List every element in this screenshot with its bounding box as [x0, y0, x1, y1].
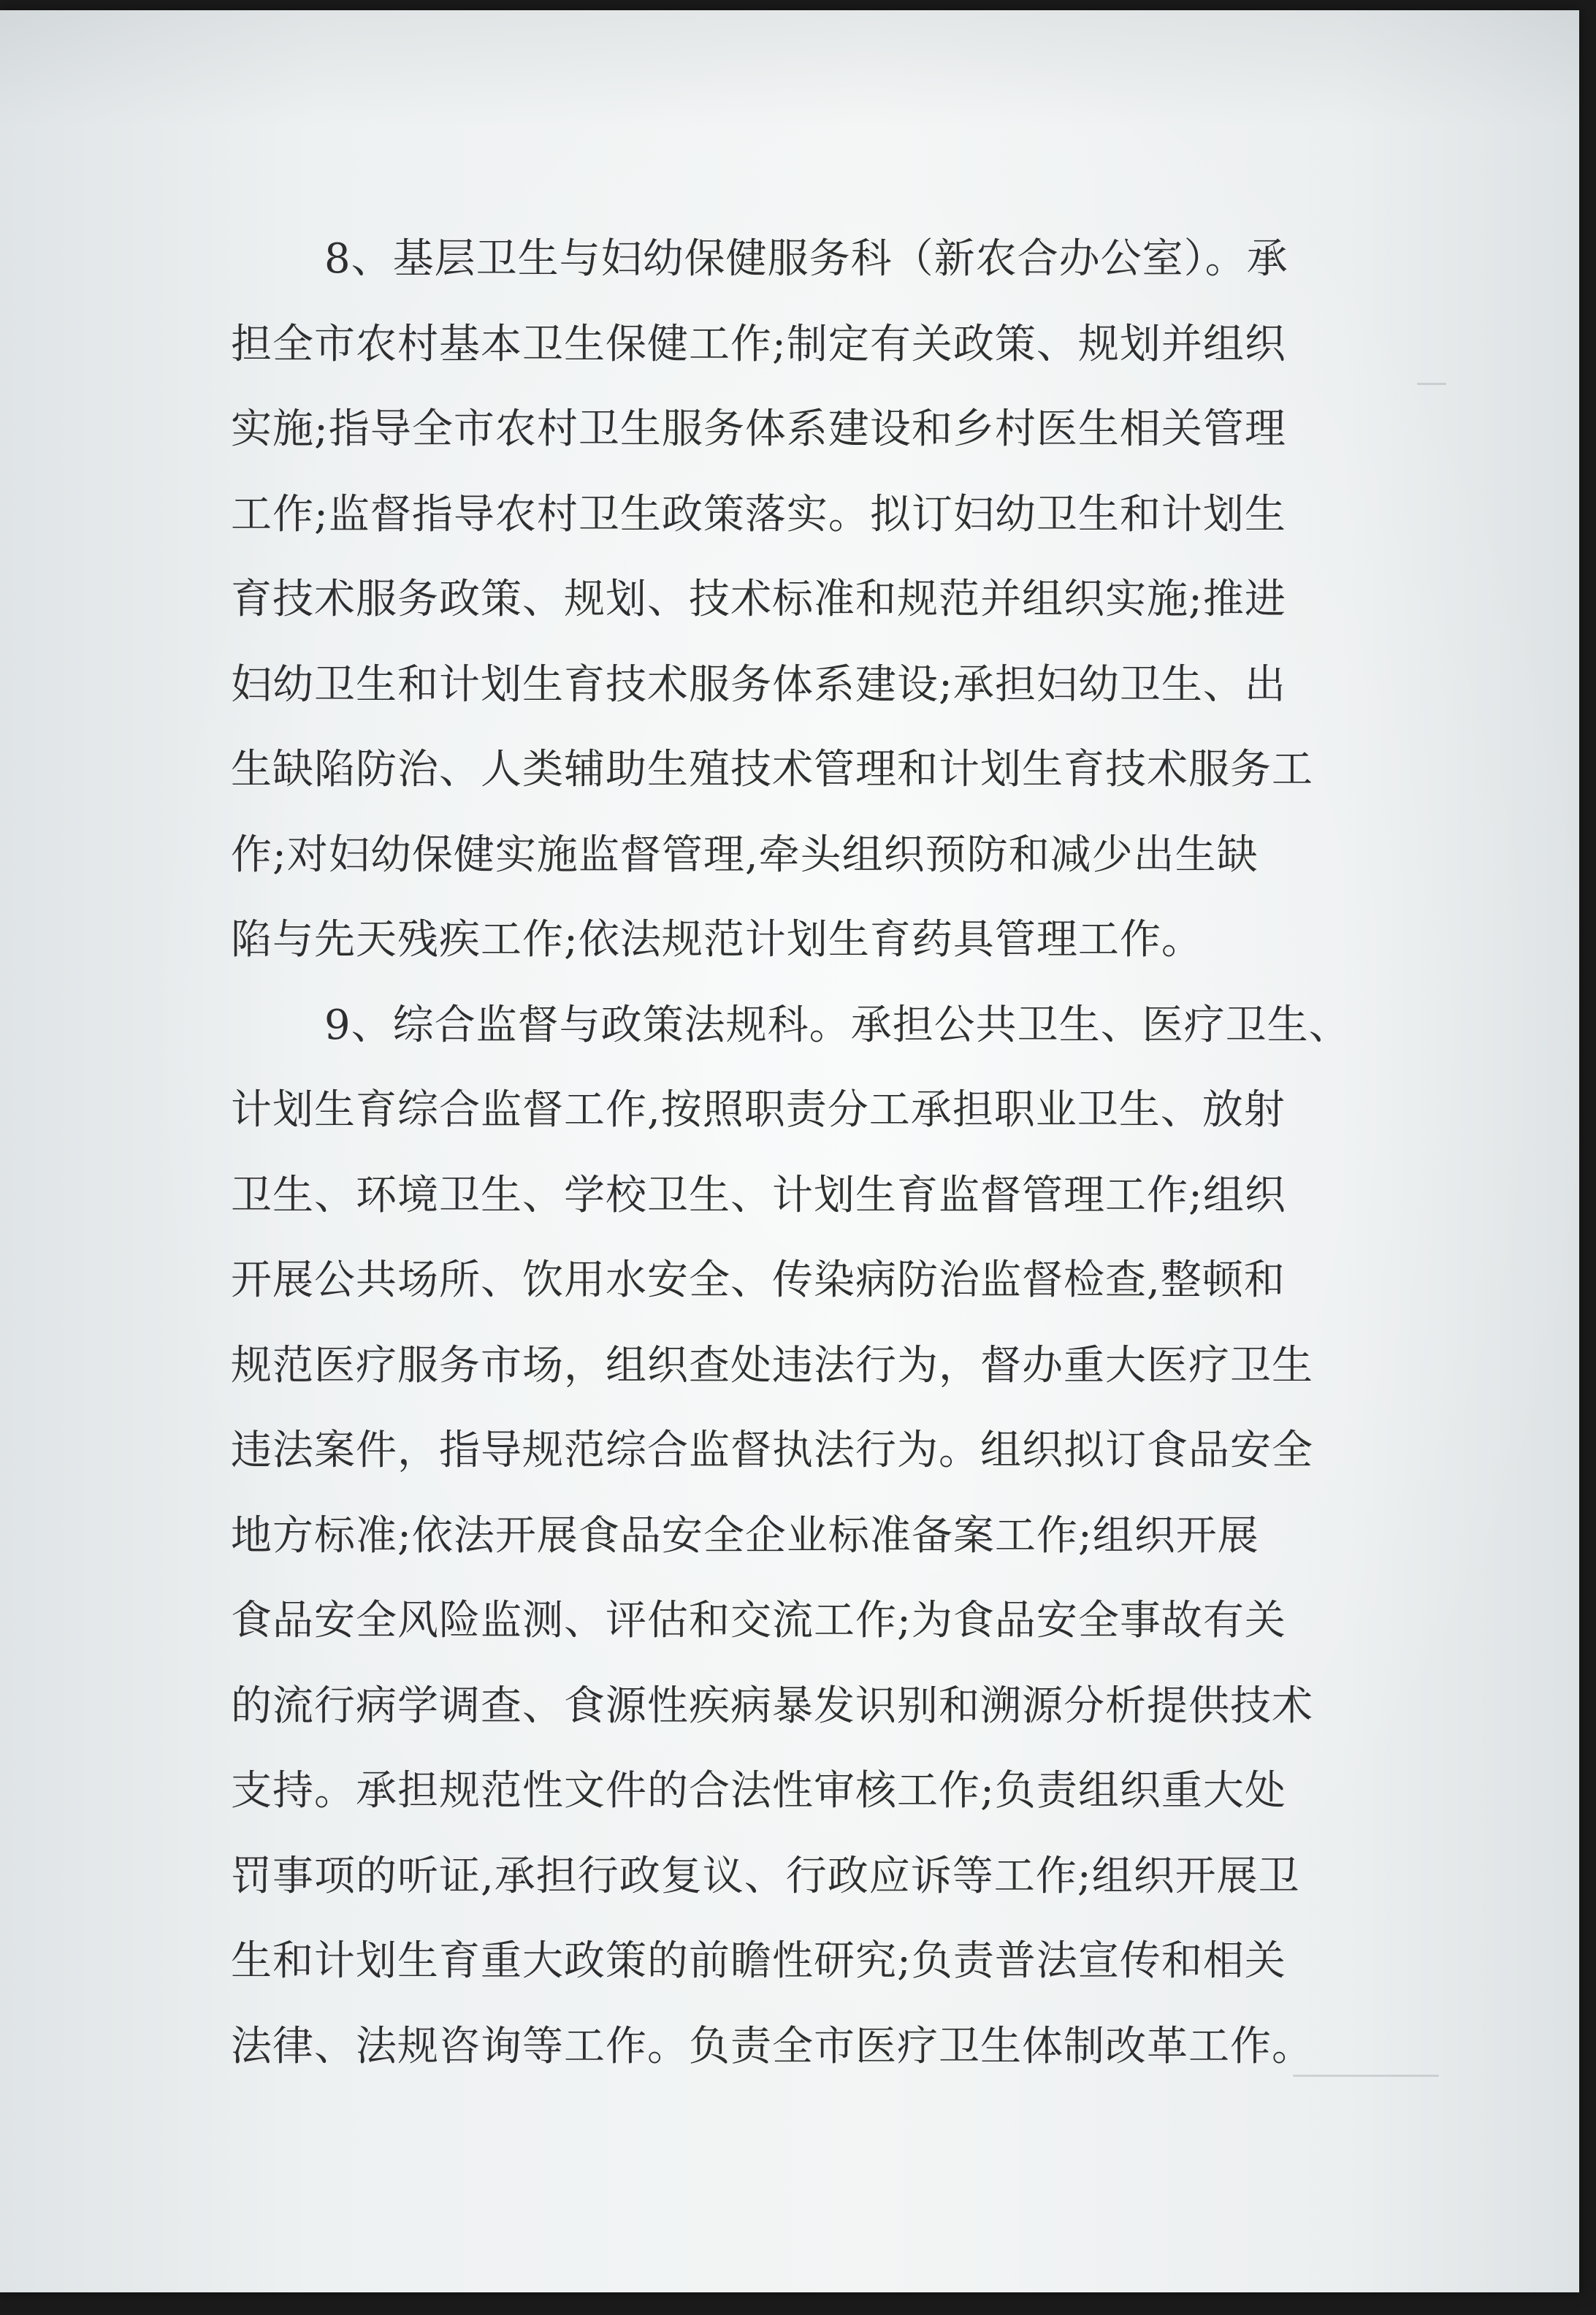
paragraph-9-line: 违法案件，指导规范综合监督执法行为。组织拟订食品安全: [231, 1427, 1313, 1474]
paragraph-8-line: 作;对妇幼保健实施监督管理,牵头组织预防和减少出生缺: [231, 831, 1259, 879]
paragraph-9-line: 罚事项的听证,承担行政复议、行政应诉等工作;组织开展卫: [231, 1852, 1300, 1900]
paragraph-8-line: 担全市农村基本卫生保健工作;制定有关政策、规划并组织: [231, 320, 1286, 368]
paper-page: [0, 10, 1579, 2292]
paragraph-9-line: 卫生、环境卫生、学校卫生、计划生育监督管理工作;组织: [231, 1171, 1286, 1219]
paragraph-9-line: 法律、法规咨询等工作。负责全市医疗卫生体制改革工作。: [231, 2022, 1313, 2070]
paragraph-9-line: 计划生育综合监督工作,按照职责分工承担职业卫生、放射: [231, 1086, 1286, 1134]
paragraph-9-line: 开展公共场所、饮用水安全、传染病防治监督检查,整顿和: [231, 1256, 1286, 1304]
paragraph-9-line: 的流行病学调查、食源性疾病暴发识别和溯源分析提供技术: [231, 1682, 1313, 1730]
paragraph-8-line: 8、基层卫生与妇幼保健服务科（新农合办公室）。承: [324, 235, 1288, 283]
paragraph-8-line: 妇幼卫生和计划生育技术服务体系建设;承担妇幼卫生、出: [231, 660, 1286, 709]
paragraph-9-line: 生和计划生育重大政策的前瞻性研究;负责普法宣传和相关: [231, 1937, 1286, 1985]
paragraph-9-line: 食品安全风险监测、评估和交流工作;为食品安全事故有关: [231, 1597, 1286, 1644]
scan-mark: [1417, 383, 1446, 385]
document-body: [231, 226, 1356, 2099]
paragraph-9-line: 地方标准;依法开展食品安全企业标准备案工作;组织开展: [231, 1511, 1259, 1560]
paragraph-8-line: 陷与先天残疾工作;依法规范计划生育药具管理工作。: [231, 916, 1203, 964]
paragraph-9-line: 9、综合监督与政策法规科。承担公共卫生、医疗卫生、: [324, 1001, 1351, 1049]
paragraph-9-line: 支持。承担规范性文件的合法性审核工作;负责组织重大处: [231, 1767, 1286, 1815]
paragraph-8-line: 生缺陷防治、人类辅助生殖技术管理和计划生育技术服务工: [231, 746, 1313, 793]
paragraph-8-line: 实施;指导全市农村卫生服务体系建设和乡村医生相关管理: [231, 405, 1286, 453]
paragraph-8-line: 工作;监督指导农村卫生政策落实。拟订妇幼卫生和计划生: [231, 490, 1286, 538]
paragraph-9-line: 规范医疗服务市场，组织查处违法行为，督办重大医疗卫生: [231, 1341, 1313, 1389]
paragraph-8-line: 育技术服务政策、规划、技术标准和规范并组织实施;推进: [231, 576, 1286, 623]
